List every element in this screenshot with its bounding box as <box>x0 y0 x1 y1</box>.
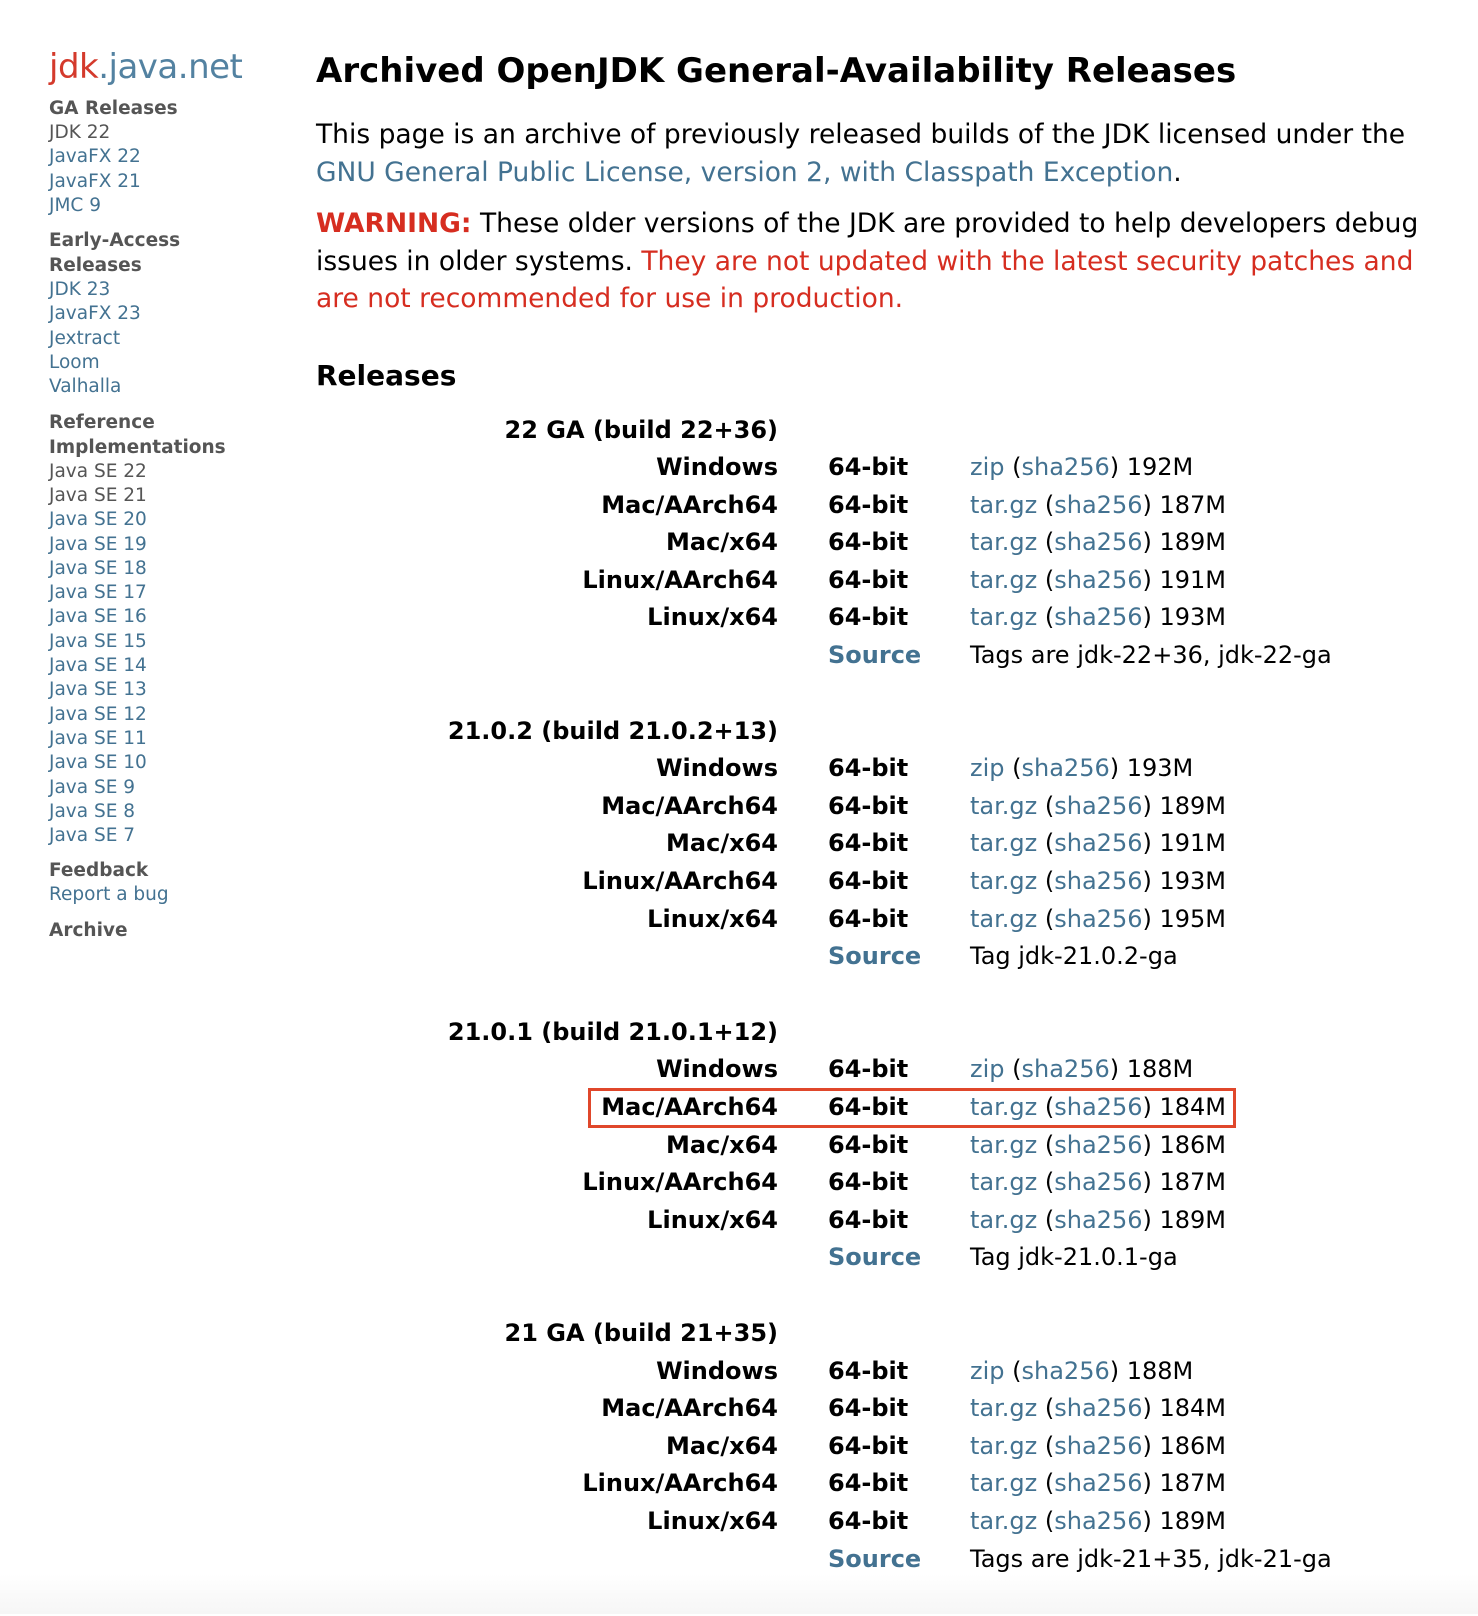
file-size: 189M <box>1159 791 1226 820</box>
sha256-link[interactable]: sha256 <box>1021 453 1110 482</box>
download-cell: tar.gz (sha256) 191M <box>970 565 1226 594</box>
logo-jdk-text: jdk <box>49 47 99 87</box>
download-row <box>316 1202 1446 1240</box>
archive-download-link[interactable]: tar.gz <box>970 1469 1038 1498</box>
download-row <box>316 524 1446 562</box>
arch-label: 64-bit <box>828 1093 909 1121</box>
archive-download-link[interactable]: tar.gz <box>970 528 1038 557</box>
arch-label: 64-bit <box>828 1394 909 1423</box>
release-title: 21 GA (build 21+35) <box>504 1318 778 1347</box>
nav-group <box>49 918 279 943</box>
sidebar-nav-link[interactable]: Java SE 13 <box>49 679 147 701</box>
warning-text: These older versions of the JDK are provided to help developers debug issues in older systems. <box>316 208 1419 277</box>
download-cell: tar.gz (sha256) 189M <box>970 528 1226 557</box>
file-size: 193M <box>1159 603 1226 632</box>
download-cell: tar.gz (sha256) 189M <box>970 1506 1226 1535</box>
intro-text: This page is an archive of previously released builds of the JDK licensed under the <box>316 119 1406 150</box>
nav-group <box>49 96 279 218</box>
platform-label: Linux/x64 <box>647 904 778 933</box>
file-size: 187M <box>1159 1168 1226 1197</box>
platform-label: Mac/AArch64 <box>601 791 778 820</box>
sidebar-nav-link[interactable]: Java SE 11 <box>49 727 147 749</box>
sidebar-nav-link[interactable]: Java SE 17 <box>49 582 147 604</box>
sha256-link[interactable]: sha256 <box>1054 1469 1143 1498</box>
arch-label: 64-bit <box>828 1469 909 1498</box>
sha256-link[interactable]: sha256 <box>1054 603 1143 632</box>
archive-download-link[interactable]: tar.gz <box>970 1093 1038 1121</box>
platform-label: Linux/AArch64 <box>582 1469 778 1498</box>
gpl-license-link[interactable]: GNU General Public License, version 2, with Classpath Exception <box>316 156 1174 188</box>
release-section <box>316 412 1446 675</box>
platform-label: Mac/x64 <box>666 1130 778 1159</box>
sidebar-nav-link[interactable]: JavaFX 21 <box>49 170 141 192</box>
release-title: 22 GA (build 22+36) <box>504 415 778 444</box>
platform-label: Linux/x64 <box>647 603 778 632</box>
source-link[interactable]: Source <box>828 1544 922 1573</box>
download-cell: zip (sha256) 188M <box>970 1055 1194 1084</box>
nav-heading[interactable]: Archive <box>49 919 128 941</box>
file-size: 184M <box>1159 1093 1226 1121</box>
sha256-link[interactable]: sha256 <box>1054 867 1143 896</box>
release-header-row <box>316 1315 1446 1353</box>
download-row <box>316 788 1446 826</box>
source-link[interactable]: Source <box>828 942 922 971</box>
download-cell: tar.gz (sha256) 187M <box>970 490 1226 519</box>
sidebar-nav-link[interactable]: Jextract <box>49 327 121 349</box>
arch-label: 64-bit <box>828 829 909 858</box>
platform-label: Linux/x64 <box>647 1506 778 1535</box>
file-size: 193M <box>1126 754 1194 783</box>
download-row <box>316 599 1446 637</box>
logo-domain-text: .java.net <box>98 47 243 87</box>
sha256-link[interactable]: sha256 <box>1054 1506 1143 1535</box>
download-cell: zip (sha256) 192M <box>970 453 1194 482</box>
download-row <box>316 1465 1446 1503</box>
archive-download-link[interactable]: tar.gz <box>970 1431 1038 1460</box>
sidebar-nav-link[interactable]: Valhalla <box>49 376 122 398</box>
sidebar-nav-link[interactable]: Java SE 12 <box>49 703 147 725</box>
download-cell: tar.gz (sha256) 189M <box>970 791 1226 820</box>
arch-label: 64-bit <box>828 1356 909 1385</box>
archive-download-link[interactable]: zip <box>970 1356 1005 1385</box>
sha256-link[interactable]: sha256 <box>1054 565 1143 594</box>
bottom-fade <box>0 1574 1478 1614</box>
download-cell: tar.gz (sha256) 184M <box>970 1394 1226 1423</box>
arch-label: 64-bit <box>828 1205 909 1234</box>
source-tags: Tag jdk-21.0.1-ga <box>970 1243 1178 1272</box>
sidebar-nav-link[interactable]: Loom <box>49 352 100 374</box>
archive-download-link[interactable]: tar.gz <box>970 829 1038 858</box>
platform-label: Linux/AArch64 <box>582 1168 778 1197</box>
sidebar-nav-link[interactable]: JavaFX 23 <box>49 303 141 325</box>
intro-end: . <box>1173 156 1182 188</box>
sha256-link[interactable]: sha256 <box>1054 829 1143 858</box>
sha256-link[interactable]: sha256 <box>1054 1205 1143 1234</box>
arch-label: 64-bit <box>828 904 909 933</box>
platform-label: Linux/x64 <box>647 1205 778 1234</box>
file-size: 189M <box>1159 1506 1226 1535</box>
sidebar-nav-link[interactable]: Java SE 10 <box>49 752 147 774</box>
download-row <box>316 1503 1446 1541</box>
source-link[interactable]: Source <box>828 641 922 670</box>
download-cell: tar.gz (sha256) 195M <box>970 904 1226 933</box>
download-row <box>316 863 1446 901</box>
file-size: 189M <box>1159 1205 1226 1234</box>
download-row <box>316 1428 1446 1466</box>
arch-label: 64-bit <box>828 490 909 519</box>
platform-label: Mac/x64 <box>666 1431 778 1460</box>
platform-label: Windows <box>656 1356 778 1385</box>
platform-label: Mac/AArch64 <box>601 1394 778 1423</box>
download-cell: tar.gz (sha256) 191M <box>970 829 1226 858</box>
intro-paragraph <box>316 116 1446 191</box>
download-row <box>316 1164 1446 1202</box>
highlighted-download-row <box>316 1089 1446 1127</box>
arch-label: 64-bit <box>828 1506 909 1535</box>
download-row <box>316 750 1446 788</box>
sha256-link[interactable]: sha256 <box>1054 1093 1143 1121</box>
release-section <box>316 1315 1446 1578</box>
sidebar-nav-link[interactable]: JDK 23 <box>49 279 111 301</box>
sidebar <box>49 48 279 953</box>
release-header-row <box>316 1014 1446 1052</box>
download-row <box>316 1127 1446 1165</box>
file-size: 192M <box>1126 453 1194 482</box>
nav-group <box>49 410 279 849</box>
download-cell: tar.gz (sha256) 184M <box>970 1093 1226 1121</box>
download-cell: zip (sha256) 188M <box>970 1356 1194 1385</box>
release-header-row <box>316 412 1446 450</box>
warning-security-text: They are not updated with the latest security patches and are not recommended for use in production. <box>316 245 1414 314</box>
file-size: 189M <box>1159 528 1226 557</box>
release-section <box>316 1014 1446 1277</box>
sidebar-nav-link[interactable]: Java SE 20 <box>49 509 147 531</box>
sidebar-nav-link[interactable]: JMC 9 <box>49 194 101 216</box>
sidebar-nav-link[interactable]: JavaFX 22 <box>49 146 141 168</box>
platform-label: Mac/x64 <box>666 528 778 557</box>
platform-label: Linux/AArch64 <box>582 565 778 594</box>
file-size: 188M <box>1126 1055 1194 1084</box>
download-row <box>316 901 1446 939</box>
sha256-link[interactable]: sha256 <box>1021 754 1110 783</box>
archive-download-link[interactable]: tar.gz <box>970 565 1038 594</box>
download-row <box>316 825 1446 863</box>
source-row <box>316 637 1446 675</box>
arch-label: 64-bit <box>828 528 909 557</box>
nav-group <box>49 858 279 907</box>
releases-list <box>316 412 1446 1579</box>
sidebar-nav-link[interactable]: Java SE 9 <box>49 776 136 798</box>
archive-download-link[interactable]: tar.gz <box>970 603 1038 632</box>
sha256-link[interactable]: sha256 <box>1054 904 1143 933</box>
archive-download-link[interactable]: tar.gz <box>970 1394 1038 1423</box>
sidebar-nav-link[interactable]: Java SE 16 <box>49 606 147 628</box>
arch-label: 64-bit <box>828 867 909 896</box>
file-size: 188M <box>1126 1356 1194 1385</box>
archive-download-link[interactable]: tar.gz <box>970 791 1038 820</box>
platform-label: Mac/AArch64 <box>601 1093 778 1121</box>
sha256-link[interactable]: sha256 <box>1054 490 1143 519</box>
archive-download-link[interactable]: tar.gz <box>970 1205 1038 1234</box>
archive-download-link[interactable]: tar.gz <box>970 904 1038 933</box>
download-cell: tar.gz (sha256) 193M <box>970 603 1226 632</box>
platform-label: Mac/AArch64 <box>601 490 778 519</box>
download-row <box>316 1353 1446 1391</box>
archive-download-link[interactable]: tar.gz <box>970 1506 1038 1535</box>
download-row <box>316 1051 1446 1089</box>
file-size: 193M <box>1159 867 1226 896</box>
archive-download-link[interactable]: tar.gz <box>970 1130 1038 1159</box>
sidebar-nav-link[interactable]: JDK 22 <box>49 122 111 143</box>
release-header-row <box>316 713 1446 751</box>
source-row <box>316 938 1446 976</box>
source-tags: Tags are jdk-21+35, jdk-21-ga <box>970 1544 1332 1573</box>
arch-label: 64-bit <box>828 453 909 482</box>
nav-group <box>49 228 279 399</box>
sidebar-nav-link[interactable]: Java SE 18 <box>49 557 147 579</box>
sha256-link[interactable]: sha256 <box>1054 1431 1143 1460</box>
sha256-link[interactable]: sha256 <box>1021 1055 1110 1084</box>
download-cell: zip (sha256) 193M <box>970 754 1194 783</box>
download-cell: tar.gz (sha256) 189M <box>970 1205 1226 1234</box>
arch-label: 64-bit <box>828 603 909 632</box>
arch-label: 64-bit <box>828 565 909 594</box>
platform-label: Linux/AArch64 <box>582 867 778 896</box>
download-row <box>316 562 1446 600</box>
download-cell: tar.gz (sha256) 187M <box>970 1469 1226 1498</box>
source-tags: Tag jdk-21.0.2-ga <box>970 942 1178 971</box>
source-tags: Tags are jdk-22+36, jdk-22-ga <box>970 641 1332 670</box>
arch-label: 64-bit <box>828 1130 909 1159</box>
sha256-link[interactable]: sha256 <box>1054 1394 1143 1423</box>
download-cell: tar.gz (sha256) 186M <box>970 1431 1226 1460</box>
download-cell: tar.gz (sha256) 193M <box>970 867 1226 896</box>
sidebar-nav-link[interactable]: Report a bug <box>49 884 169 906</box>
file-size: 187M <box>1159 1469 1226 1498</box>
file-size: 187M <box>1159 490 1226 519</box>
sidebar-nav-link[interactable]: Java SE 7 <box>49 825 136 847</box>
main-content <box>316 46 1446 1616</box>
release-title: 21.0.2 (build 21.0.2+13) <box>447 716 778 745</box>
file-size: 191M <box>1159 565 1226 594</box>
sha256-link[interactable]: sha256 <box>1021 1356 1110 1385</box>
source-row <box>316 1541 1446 1579</box>
releases-heading: Releases <box>316 358 457 392</box>
sidebar-nav-link[interactable]: Java SE 8 <box>49 800 136 822</box>
sidebar-nav-link[interactable]: Java SE 21 <box>49 484 147 506</box>
platform-label: Windows <box>656 1055 778 1084</box>
release-title: 21.0.1 (build 21.0.1+12) <box>447 1017 778 1046</box>
archive-download-link[interactable]: tar.gz <box>970 867 1038 896</box>
release-section <box>316 713 1446 976</box>
page-title: Archived OpenJDK General-Availability Releases <box>316 51 1237 91</box>
file-size: 186M <box>1159 1130 1226 1159</box>
archive-download-link[interactable]: zip <box>970 754 1005 783</box>
file-size: 195M <box>1159 904 1226 933</box>
arch-label: 64-bit <box>828 791 909 820</box>
archive-download-link[interactable]: tar.gz <box>970 1168 1038 1197</box>
sha256-link[interactable]: sha256 <box>1054 528 1143 557</box>
file-size: 191M <box>1159 829 1226 858</box>
sha256-link[interactable]: sha256 <box>1054 1168 1143 1197</box>
archive-download-link[interactable]: tar.gz <box>970 490 1038 519</box>
sidebar-nav <box>49 96 279 943</box>
arch-label: 64-bit <box>828 1431 909 1460</box>
sidebar-nav-link[interactable]: Java SE 22 <box>49 460 147 482</box>
arch-label: 64-bit <box>828 754 909 783</box>
arch-label: 64-bit <box>828 1168 909 1197</box>
site-logo[interactable] <box>49 48 279 86</box>
archive-download-link[interactable]: zip <box>970 453 1005 482</box>
sidebar-nav-link[interactable]: Java SE 19 <box>49 533 147 555</box>
download-row <box>316 487 1446 525</box>
sha256-link[interactable]: sha256 <box>1054 791 1143 820</box>
sha256-link[interactable]: sha256 <box>1054 1130 1143 1159</box>
nav-heading: Early-Access Releases <box>49 230 181 277</box>
warning-paragraph <box>316 205 1446 318</box>
nav-heading: GA Releases <box>49 98 178 119</box>
arch-label: 64-bit <box>828 1055 909 1084</box>
source-row <box>316 1239 1446 1277</box>
nav-heading: Feedback <box>49 860 149 882</box>
platform-label: Windows <box>656 754 778 783</box>
platform-label: Windows <box>656 453 778 482</box>
download-row <box>316 449 1446 487</box>
sidebar-nav-link[interactable]: Java SE 14 <box>49 655 147 677</box>
warning-label: WARNING: <box>316 208 472 239</box>
download-cell: tar.gz (sha256) 187M <box>970 1168 1226 1197</box>
nav-heading: Reference Implementations <box>49 411 226 458</box>
source-link[interactable]: Source <box>828 1243 922 1272</box>
download-cell: tar.gz (sha256) 186M <box>970 1130 1226 1159</box>
platform-label: Mac/x64 <box>666 829 778 858</box>
archive-download-link[interactable]: zip <box>970 1055 1005 1084</box>
file-size: 184M <box>1159 1394 1226 1423</box>
download-row <box>316 1390 1446 1428</box>
file-size: 186M <box>1159 1431 1226 1460</box>
sidebar-nav-link[interactable]: Java SE 15 <box>49 630 147 652</box>
